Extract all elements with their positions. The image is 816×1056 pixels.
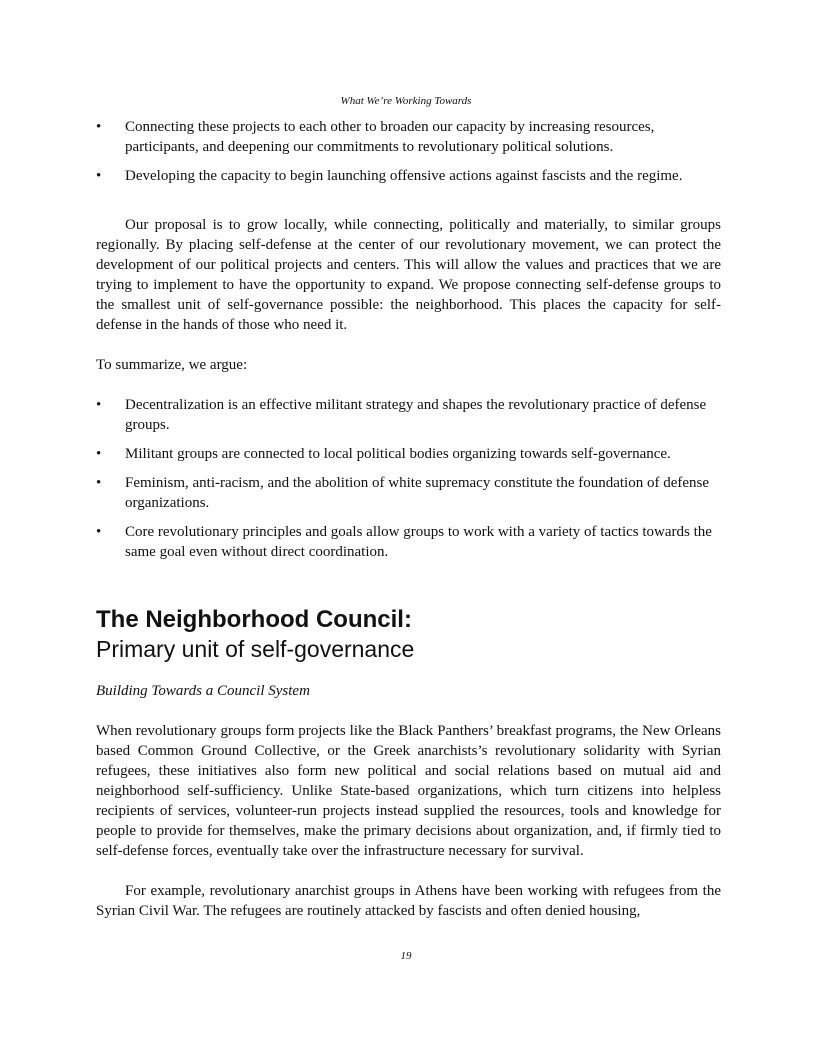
list-item-text: Feminism, anti-racism, and the abolition of white supremacy constitute the foundation of defense organizations. <box>125 475 710 511</box>
list-item-text: Core revolutionary principles and goals allow groups to work with a variety of tactics towards the same goal even without direct coordination. <box>125 524 712 560</box>
list-item-text: Developing the capacity to begin launching offensive actions against fascists and the regime. <box>125 168 683 184</box>
bullet-marker: • <box>96 446 102 462</box>
paragraph-proposal: Our proposal is to grow locally, while connecting, politically and materially, to similar groups regionally. By placing self-defense at the center of our revolutionary movement, we can protect the development of our political projects and centers. This will allow the values and practices that we are trying to implement to have the opportunity to expand. We propose connecting self-defense groups to the smallest unit of self-governance possible: the neighborhood. This places the capacity for self-defense in the hands of those who need it. <box>96 217 721 333</box>
bullet-list-top <box>96 117 726 195</box>
list-item <box>96 395 726 435</box>
list-item <box>96 522 726 562</box>
page-number: 19 <box>400 950 412 962</box>
list-item <box>96 444 726 464</box>
section-subtitle: Primary unit of self-governance <box>96 636 415 662</box>
list-item-text: Militant groups are connected to local political bodies organizing towards self-governance. <box>125 446 671 462</box>
list-item <box>96 117 726 157</box>
running-head: What We’re Working Towards <box>340 95 472 107</box>
paragraph-groups: When revolutionary groups form projects like the Black Panthers’ breakfast programs, the New Orleans based Common Ground Collective, or the Greek anarchists’s revolutionary solidarity with Syrian refugees, these initiatives also form new political and social relations based on mutual aid and neighborhood self-sufficiency. Unlike State-based organizations, which turn citizens into helpless recipients of services, volunteer-run projects instead supplied the resources, tools and knowledge for people to provide for themselves, make the primary decisions about organization, and, if firmly tied to self-defense forces, eventually take over the infrastructure necessary for survival. <box>96 723 721 859</box>
bullet-list-summary <box>96 395 726 571</box>
bullet-marker: • <box>96 397 102 413</box>
paragraph-example: For example, revolutionary anarchist groups in Athens have been working with refugees from the Syrian Civil War. The refugees are routinely attacked by fascists and often denied housing, <box>96 883 721 919</box>
bullet-marker: • <box>96 168 102 184</box>
list-item-text: Decentralization is an effective militant strategy and shapes the revolutionary practice of defense groups. <box>125 397 707 433</box>
bullet-marker: • <box>96 475 102 491</box>
list-item <box>96 473 726 513</box>
section-title: The Neighborhood Council: <box>96 606 412 633</box>
bullet-marker: • <box>96 524 102 540</box>
bullet-marker: • <box>96 119 102 135</box>
summary-intro: To summarize, we argue: <box>96 357 248 373</box>
subheading: Building Towards a Council System <box>96 683 310 699</box>
list-item <box>96 166 726 186</box>
list-item-text: Connecting these projects to each other to broaden our capacity by increasing resources, participants, and deepening our commitments to revolutionary political solutions. <box>125 119 655 155</box>
